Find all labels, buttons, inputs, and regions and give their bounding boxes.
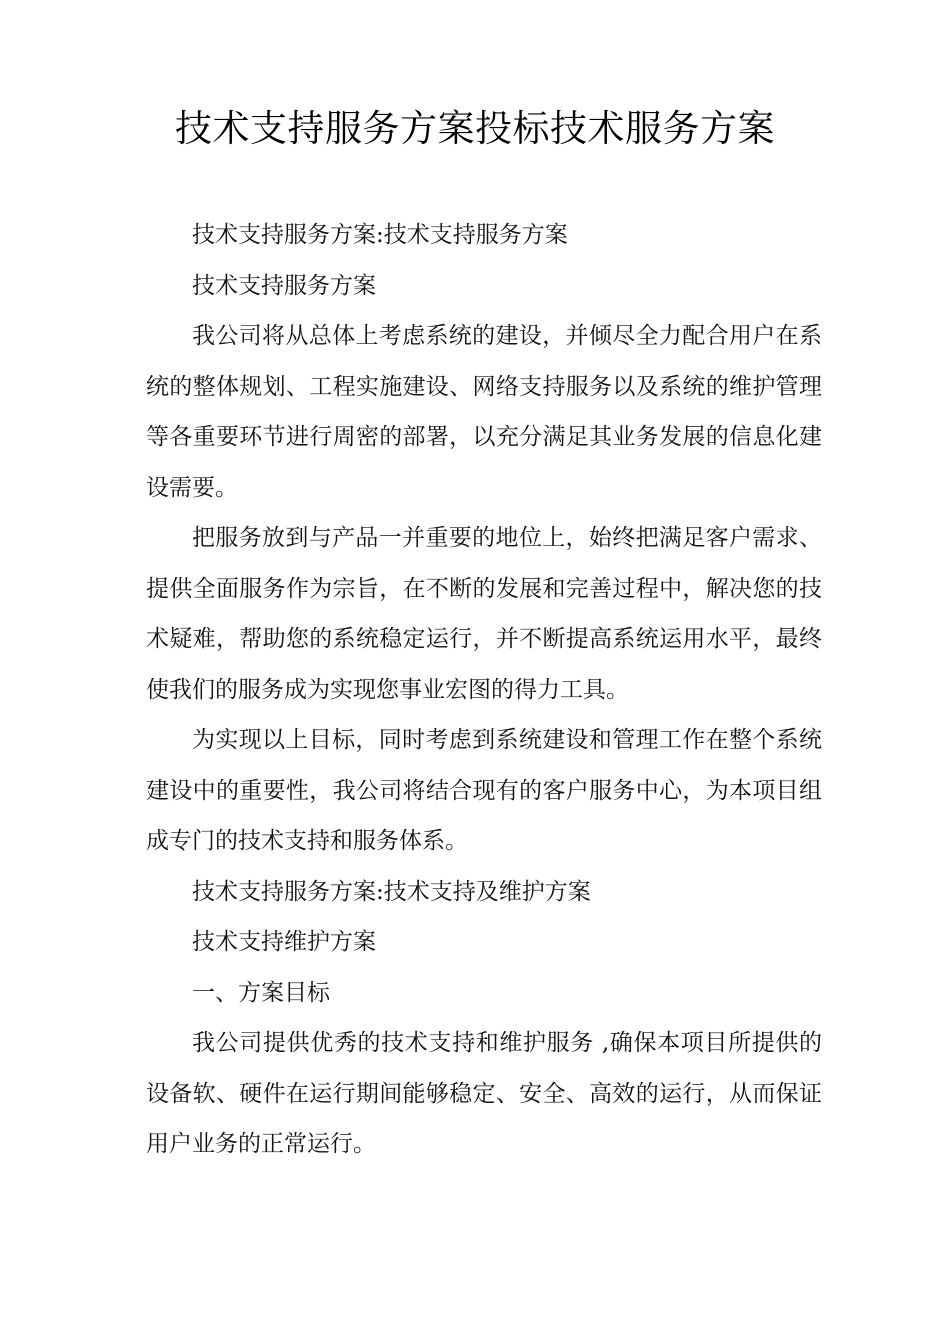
body-paragraph: 技术支持服务方案 [192, 272, 376, 299]
body-paragraph: 技术支持维护方案 [192, 929, 376, 955]
body-paragraph: 为实现以上目标，同时考虑到系统建设和管理工作在整个系统建设中的重要性，我公司将结合现有的客户服务中心，为本项目组成专门的技术支持和服务体系。 [146, 727, 822, 854]
body-paragraph: 技术支持服务方案:技术支持服务方案 [192, 222, 568, 248]
document-title: 技术支持服务方案投标技术服务方案 [175, 107, 775, 150]
body-paragraph: 我公司提供优秀的技术支持和维护服务 ,确保本项目所提供的设备软、硬件在运行期间能够稳定、安全、高效的运行，从而保证用户业务的正常运行。 [146, 1030, 822, 1157]
body-paragraph: 把服务放到与产品一并重要的地位上，始终把满足客户需求、提供全面服务作为宗旨，在不断的发展和完善过程中，解决您的技术疑难，帮助您的系统稳定运行，并不断提高系统运用水平，最终使我们的服务成为实现您事业宏图的得力工具。 [146, 525, 822, 703]
document-body [146, 210, 822, 1170]
section-heading: 一、方案目标 [192, 979, 330, 1006]
body-paragraph: 技术支持服务方案:技术支持及维护方案 [192, 878, 591, 905]
body-paragraph: 我公司将从总体上考虑系统的建设，并倾尽全力配合用户在系统的整体规划、工程实施建设、网络支持服务以及系统的维护管理等各重要环节进行周密的部署，以充分满足其业务发展的信息化建设需要。 [146, 323, 822, 501]
